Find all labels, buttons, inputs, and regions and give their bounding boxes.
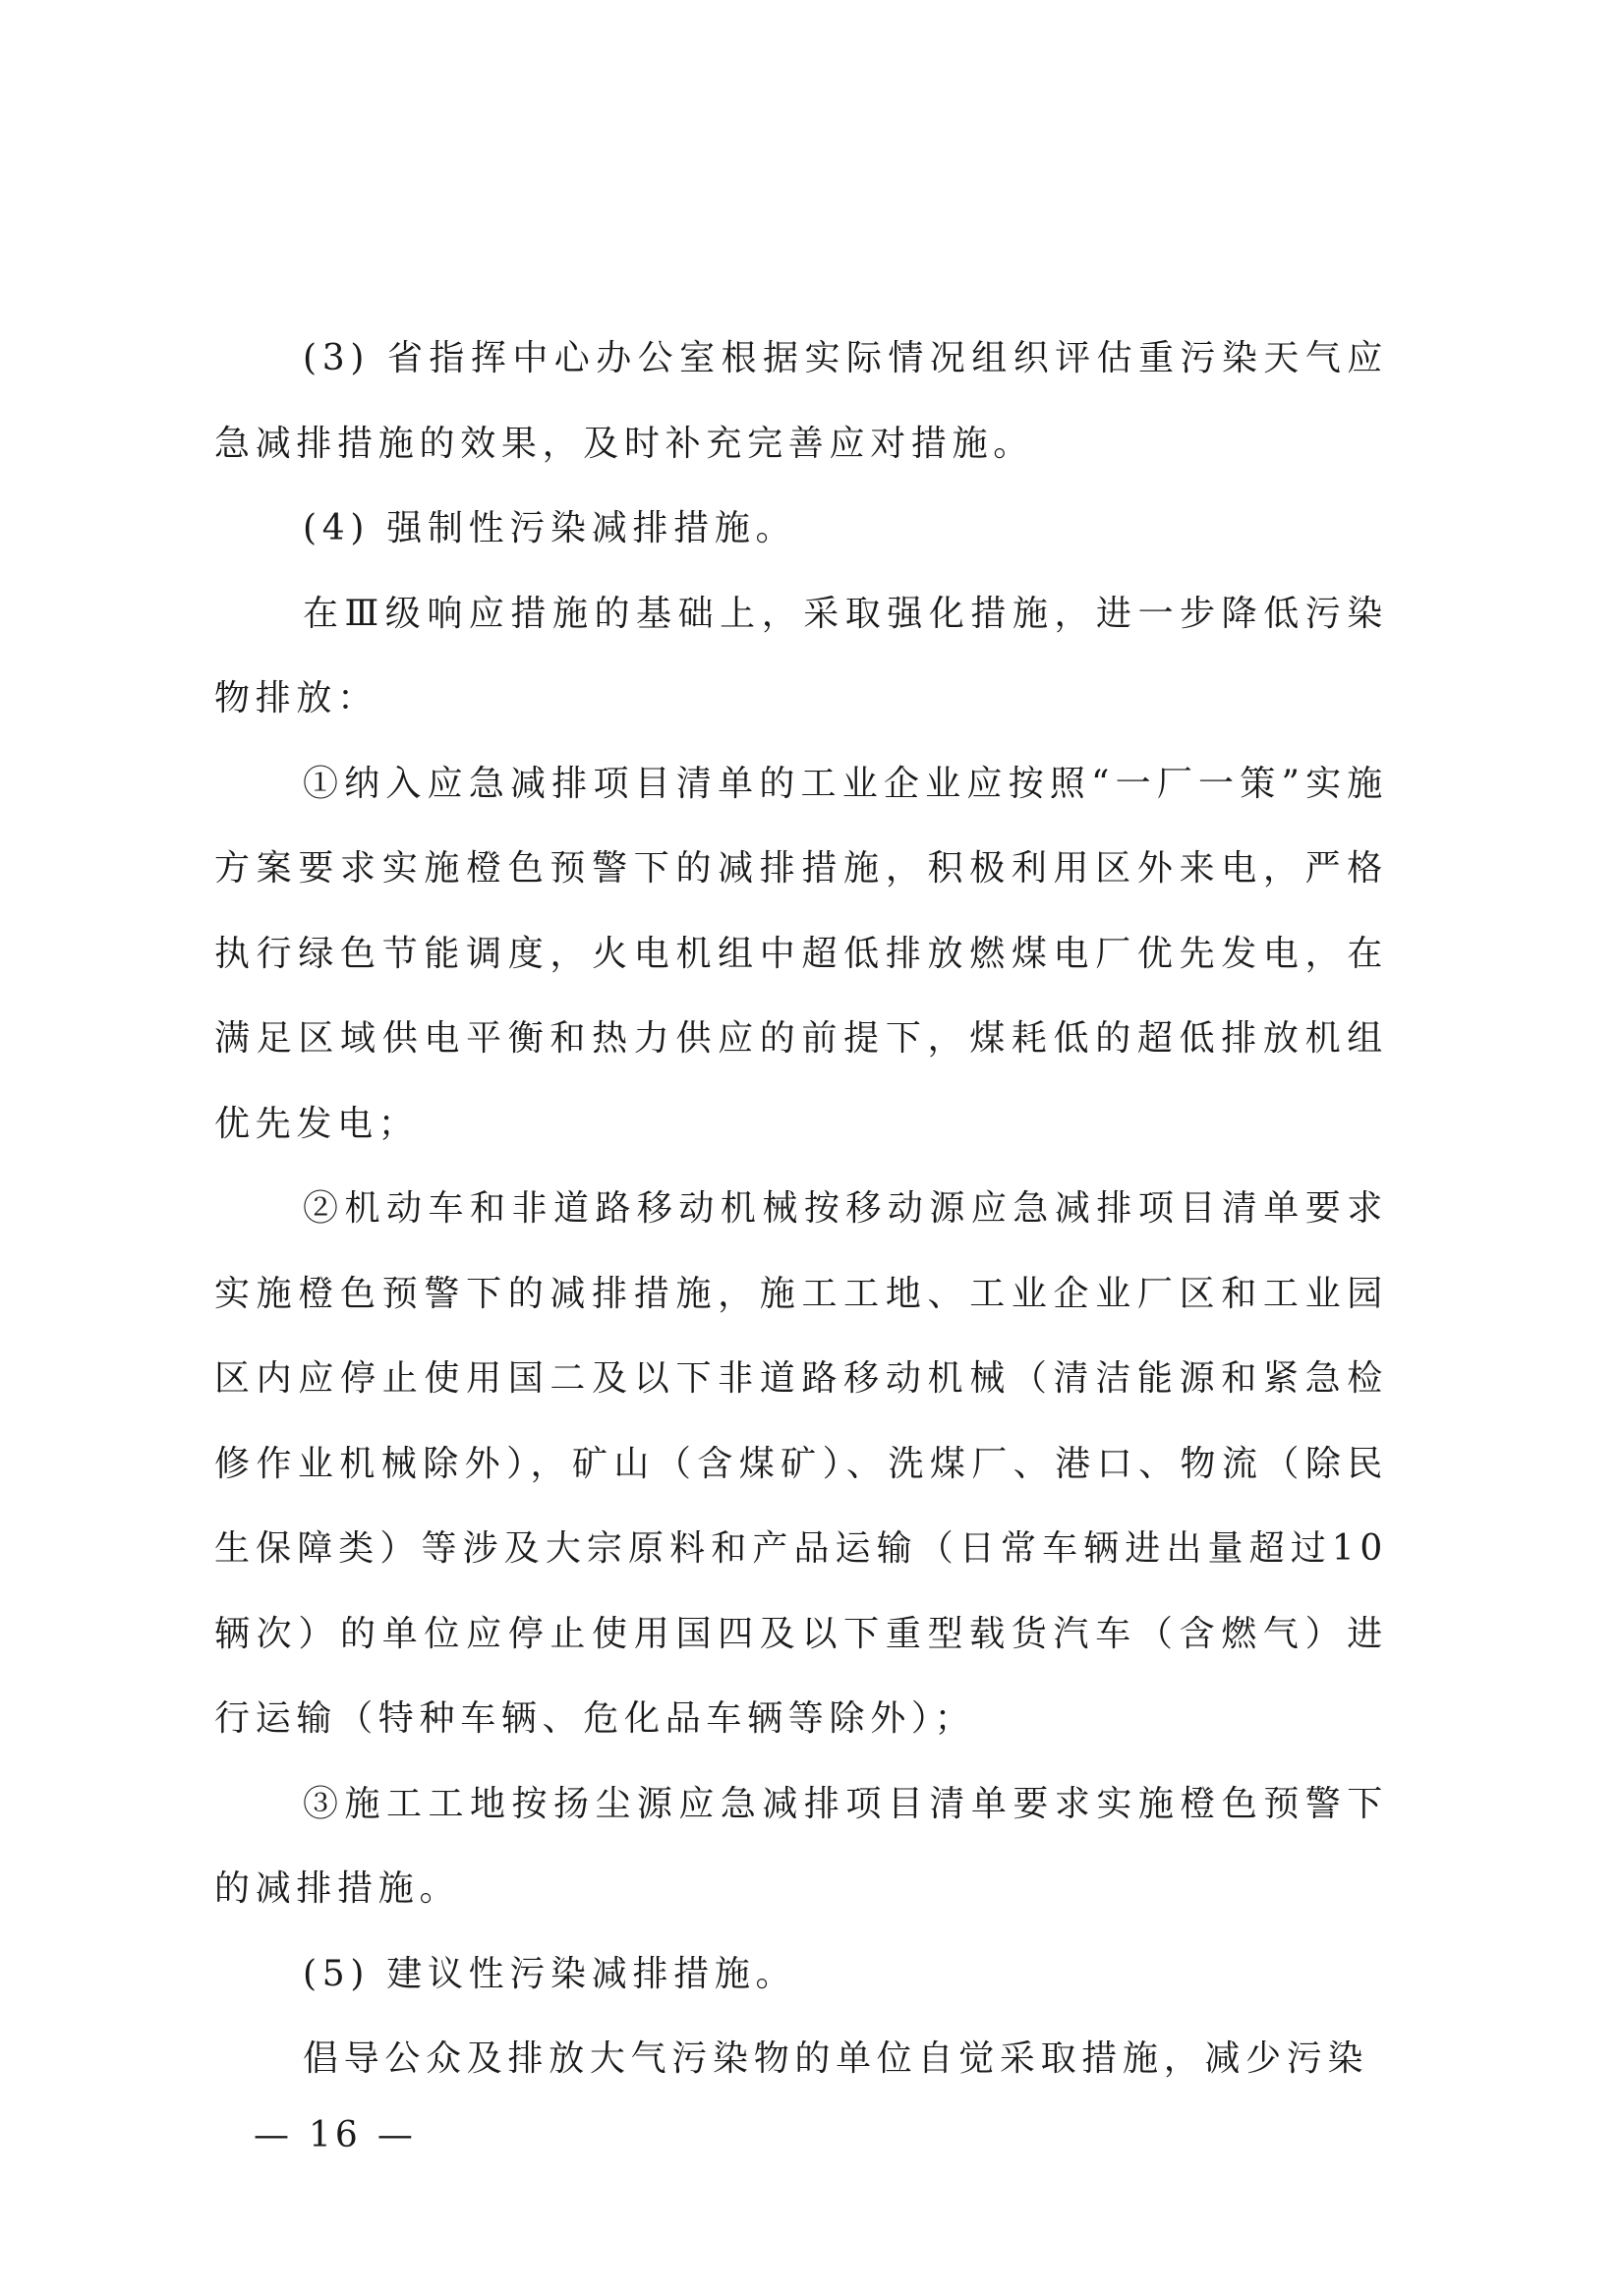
paragraph-4-heading: (4) 强制性污染减排措施。: [303, 508, 797, 548]
paragraph-level3-intro: 在Ⅲ级响应措施的基础上，采取强化措施，进一步降低污染物排放：: [214, 593, 1388, 718]
footer-dash-right: —: [376, 2115, 417, 2155]
page-footer: [254, 2115, 417, 2155]
paragraph-item-1-industry: ①纳入应急减排项目清单的工业企业应按照“一厂一策”实施方案要求实施橙色预警下的减排措施，积极利用区外来电，严格执行绿色节能调度，火电机组中超低排放燃煤电厂优先发电，在满足区域供电平衡和热力供应的前提下，煤耗低的超低排放机组优先发电；: [214, 763, 1388, 1144]
paragraph-item-3-construction: ③施工工地按扬尘源应急减排项目清单要求实施橙色预警下的减排措施。: [214, 1783, 1388, 1909]
footer-dash-left: —: [254, 2115, 293, 2155]
body-text: [214, 316, 1388, 2102]
paragraph-3-assessment: (3) 省指挥中心办公室根据实际情况组织评估重污染天气应急减排措施的效果，及时补充完善应对措施。: [214, 338, 1388, 464]
page-number: 16: [309, 2115, 362, 2155]
paragraph-item-2-vehicles: ②机动车和非道路移动机械按移动源应急减排项目清单要求实施橙色预警下的减排措施，施工工地、工业企业厂区和工业园区内应停止使用国二及以下非道路移动机械（清洁能源和紧急检修作业机械除外），矿山（含煤矿）、洗煤厂、港口、物流（除民生保障类）等涉及大宗原料和产品运输（日常车辆进出量超过10 辆次）的单位应停止使用国四及以下重型载货汽车（含燃气）进行运输（特种车辆、危化品车辆等除外）；: [214, 1188, 1388, 1739]
paragraph-public-advocacy: 倡导公众及排放大气污染物的单位自觉采取措施，减少污染: [303, 2038, 1369, 2079]
paragraph-5-heading: (5) 建议性污染减排措施。: [303, 1953, 797, 1994]
